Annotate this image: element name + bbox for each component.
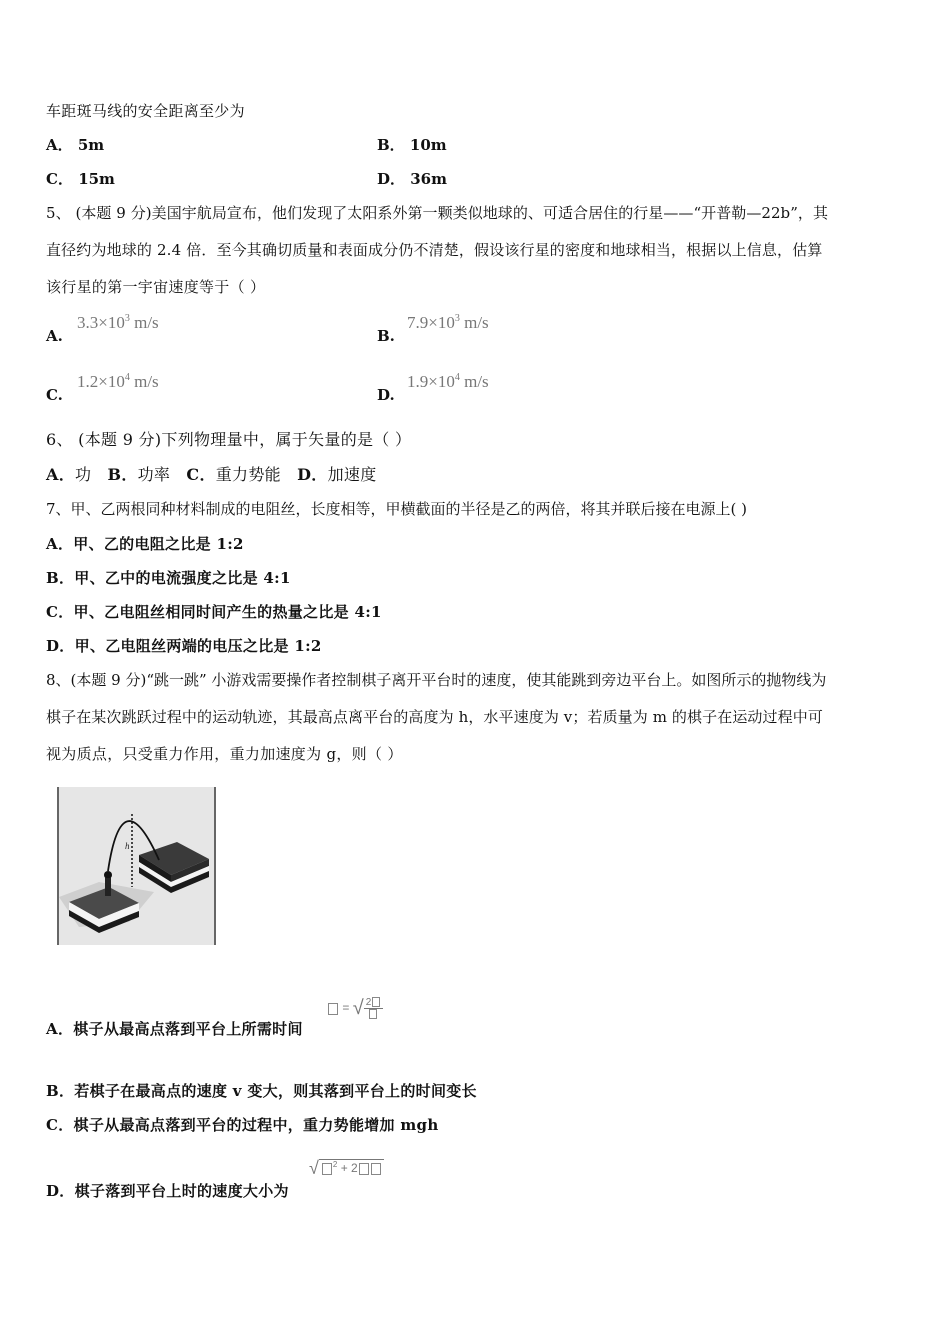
option-text: 棋子从最高点落到平台上所需时间 (73, 1020, 303, 1038)
option-text: 10m (409, 136, 447, 154)
placeholder-glyph-icon (322, 1163, 332, 1175)
placeholder-glyph-icon (371, 1163, 381, 1175)
option-label: C． (186, 465, 216, 484)
q5-option-b-value: $7.9\times 10^3$ m/s (407, 313, 489, 332)
option-text: 加速度 (327, 465, 377, 484)
sqrt-icon: √ (352, 997, 364, 1019)
option-label: D． (46, 637, 75, 655)
option-text: 功 (75, 465, 92, 484)
plus-term: + 2 (340, 1160, 358, 1175)
option-label: A． (46, 535, 74, 553)
option-label: B． (46, 1082, 75, 1100)
q4-option-a (46, 135, 104, 155)
option-label: A． (46, 1020, 74, 1038)
option-text: 甲、乙电阻丝相同时间产生的热量之比是 4:1 (73, 603, 382, 621)
option-label: C． (46, 1116, 74, 1134)
jump-game-figure (57, 787, 216, 945)
q5-option-c-label: C. (46, 386, 63, 404)
option-text: 棋子落到平台上时的速度大小为 (74, 1182, 289, 1200)
option-label: D． (377, 170, 406, 188)
q4-option-b (377, 135, 447, 155)
q7-option-b (46, 568, 291, 588)
option-text: 功率 (137, 465, 171, 484)
option-text: 甲、乙中的电流强度之比是 4:1 (74, 569, 291, 587)
q8-d-formula (309, 1158, 384, 1179)
sqrt-icon: √ (309, 1158, 319, 1178)
q5-option-c-value: $1.2\times 10^4$ m/s (77, 372, 159, 391)
q5-option-d-value: $1.9\times 10^4$ m/s (407, 372, 489, 391)
q8-option-a (46, 1019, 303, 1039)
q8-stem-line-3: 视为质点，只受重力作用，重力加速度为 g，则（ ） (46, 745, 403, 763)
option-text: 5m (77, 136, 105, 154)
q5-option-a-label: A. (46, 327, 63, 345)
parabola-platforms-illustration (59, 787, 214, 945)
q8-a-formula (327, 997, 383, 1020)
option-label: A． (46, 465, 76, 484)
q7-option-c (46, 602, 382, 622)
option-text: 甲、乙的电阻之比是 1:2 (73, 535, 244, 553)
q5-option-d-label: D. (377, 386, 395, 404)
option-label: C． (46, 170, 73, 188)
placeholder-glyph-icon (372, 997, 380, 1007)
numerator-coeff: 2 (365, 997, 372, 1008)
option-text: 棋子从最高点落到平台的过程中，重力势能增加 mgh (73, 1116, 439, 1134)
q5-option-b-label: B. (377, 327, 395, 345)
q5-stem-line-2: 直径约为地球的 2.4 倍．至今其确切质量和表面成分仍不清楚，假设该行星的密度和地球相当，根据以上信息，估算 (46, 241, 823, 259)
q8-option-d (46, 1181, 289, 1201)
q4-option-c (46, 169, 115, 189)
radicand (319, 1159, 384, 1175)
q5-stem-line-1: 5、 (本题 9 分)美国宇航局宣布，他们发现了太阳系外第一颗类似地球的、可适合居住的行星——“开普勒—22b”，其 (46, 204, 829, 222)
option-text: 36m (410, 170, 447, 188)
exponent: 2 (332, 1159, 338, 1169)
option-label: A． (46, 136, 73, 154)
option-label: B． (107, 465, 138, 484)
option-text: 重力势能 (215, 465, 281, 484)
equals-sign: = (342, 1000, 350, 1015)
height-label: h (125, 841, 130, 851)
q6-stem: 6、 (本题 9 分)下列物理量中，属于矢量的是（ ） (46, 430, 412, 449)
q7-option-d (46, 636, 322, 656)
option-label: B． (377, 136, 405, 154)
placeholder-glyph-icon (328, 1003, 338, 1015)
option-text: 若棋子在最高点的速度 v 变大，则其落到平台上的时间变长 (74, 1082, 477, 1100)
option-label: B． (46, 569, 75, 587)
placeholder-glyph-icon (359, 1163, 369, 1175)
q4-stem: 车距斑马线的安全距离至少为 (46, 102, 245, 120)
option-text: 甲、乙电阻丝两端的电压之比是 1:2 (74, 637, 322, 655)
fraction (364, 997, 384, 1020)
q8-stem-line-1: 8、(本题 9 分)“跳一跳” 小游戏需要操作者控制棋子离开平台时的速度，使其能跳到旁边平台上。如图所示的抛物线为 (46, 671, 827, 689)
option-label: C． (46, 603, 74, 621)
q5-stem-line-3: 该行星的第一宇宙速度等于（ ） (46, 278, 266, 296)
option-label: D． (297, 465, 328, 484)
q6-options (46, 465, 377, 485)
q7-stem: 7、甲、乙两根同种材料制成的电阻丝，长度相等，甲横截面的半径是乙的两倍，将其并联后接在电源上( ) (46, 500, 748, 518)
q7-option-a (46, 534, 244, 554)
q8-stem-line-2: 棋子在某次跳跃过程中的运动轨迹，其最高点离平台的高度为 h，水平速度为 v；若质量为 m 的棋子在运动过程中可 (46, 708, 823, 726)
q5-option-a-value: $3.3\times 10^3$ m/s (77, 313, 159, 332)
option-label: D． (46, 1182, 75, 1200)
q4-option-d (377, 169, 447, 189)
q8-option-b (46, 1081, 477, 1101)
option-text: 15m (78, 170, 115, 188)
placeholder-glyph-icon (369, 1009, 377, 1019)
q8-option-c (46, 1115, 439, 1135)
